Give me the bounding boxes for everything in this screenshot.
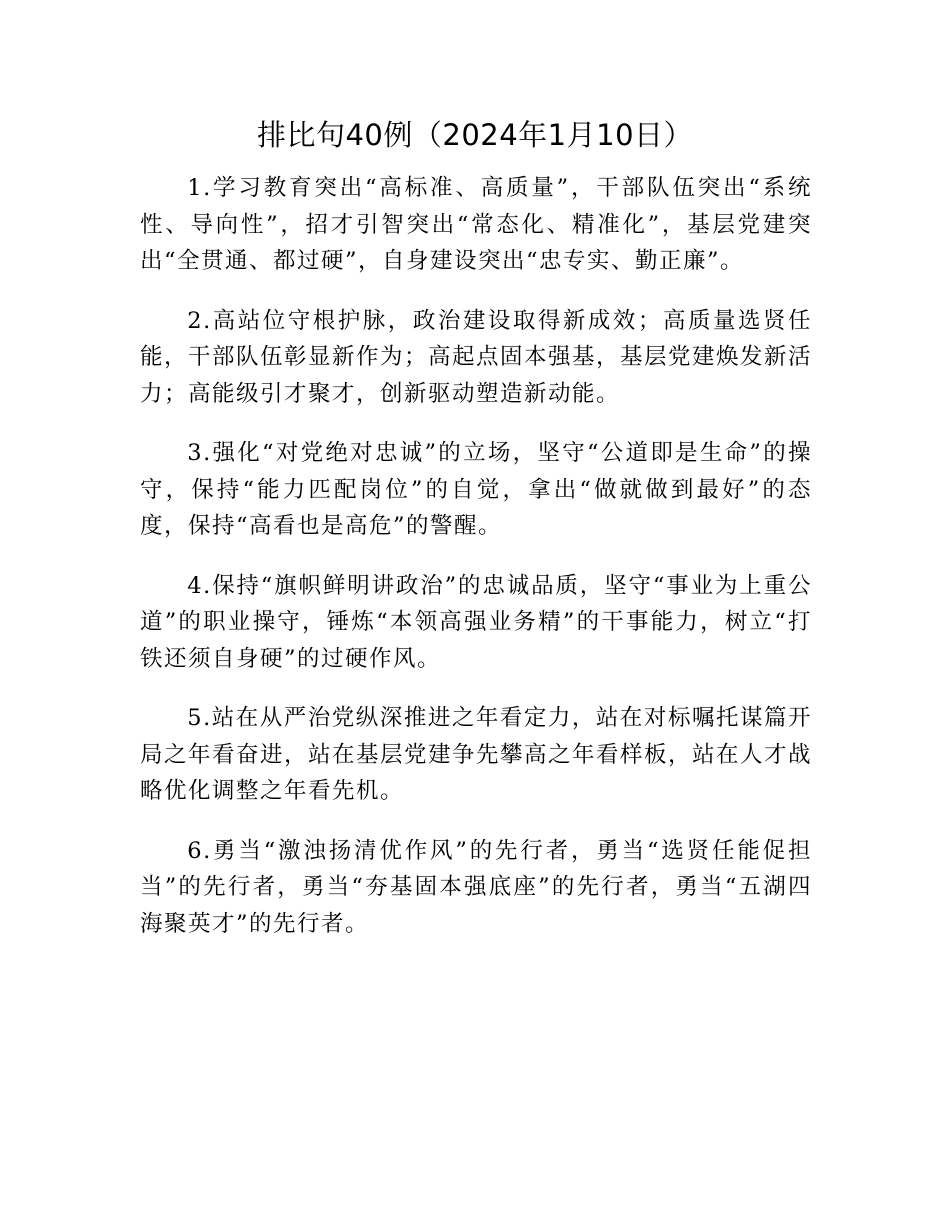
document-body [140,170,812,965]
paragraph-4: 4.保持“旗帜鲜明讲政治”的忠诚品质，坚守“事业为上重公道”的职业操守，锤炼“本领高强业务精”的干事能力，树立“打铁还须自身硬”的过硬作风。 [140,572,812,672]
paragraph-5: 5.站在从严治党纵深推进之年看定力，站在对标嘱托谋篇开局之年看奋进，站在基层党建争先攀高之年看样板，站在人才战略优化调整之年看先机。 [140,705,813,804]
paragraph-6: 6.勇当“激浊扬清优作风”的先行者，勇当“选贤任能促担当”的先行者，勇当“夯基固本强底座”的先行者，勇当“五湖四海聚英才”的先行者。 [140,837,812,937]
paragraph-1: 1.学习教育突出“高标准、高质量”，干部队伍突出“系统性、导向性”，招才引智突出“常态化、精准化”，基层党建突出“全贯通、都过硬”，自身建设突出“忠专实、勤正廉”。 [140,175,812,274]
document-title: 排比句40例（2024年1月10日） [256,118,694,152]
paragraph-2: 2.高站位守根护脉，政治建设取得新成效；高质量选贤任能，干部队伍彰显新作为；高起点固本强基，基层党建焕发新活力；高能级引才聚才，创新驱动塑造新动能。 [140,307,813,407]
paragraph-3: 3.强化“对党绝对忠诚”的立场，坚守“公道即是生命”的操守，保持“能力匹配岗位”的自觉，拿出“做就做到最好”的态度，保持“高看也是高危”的警醒。 [140,440,812,539]
